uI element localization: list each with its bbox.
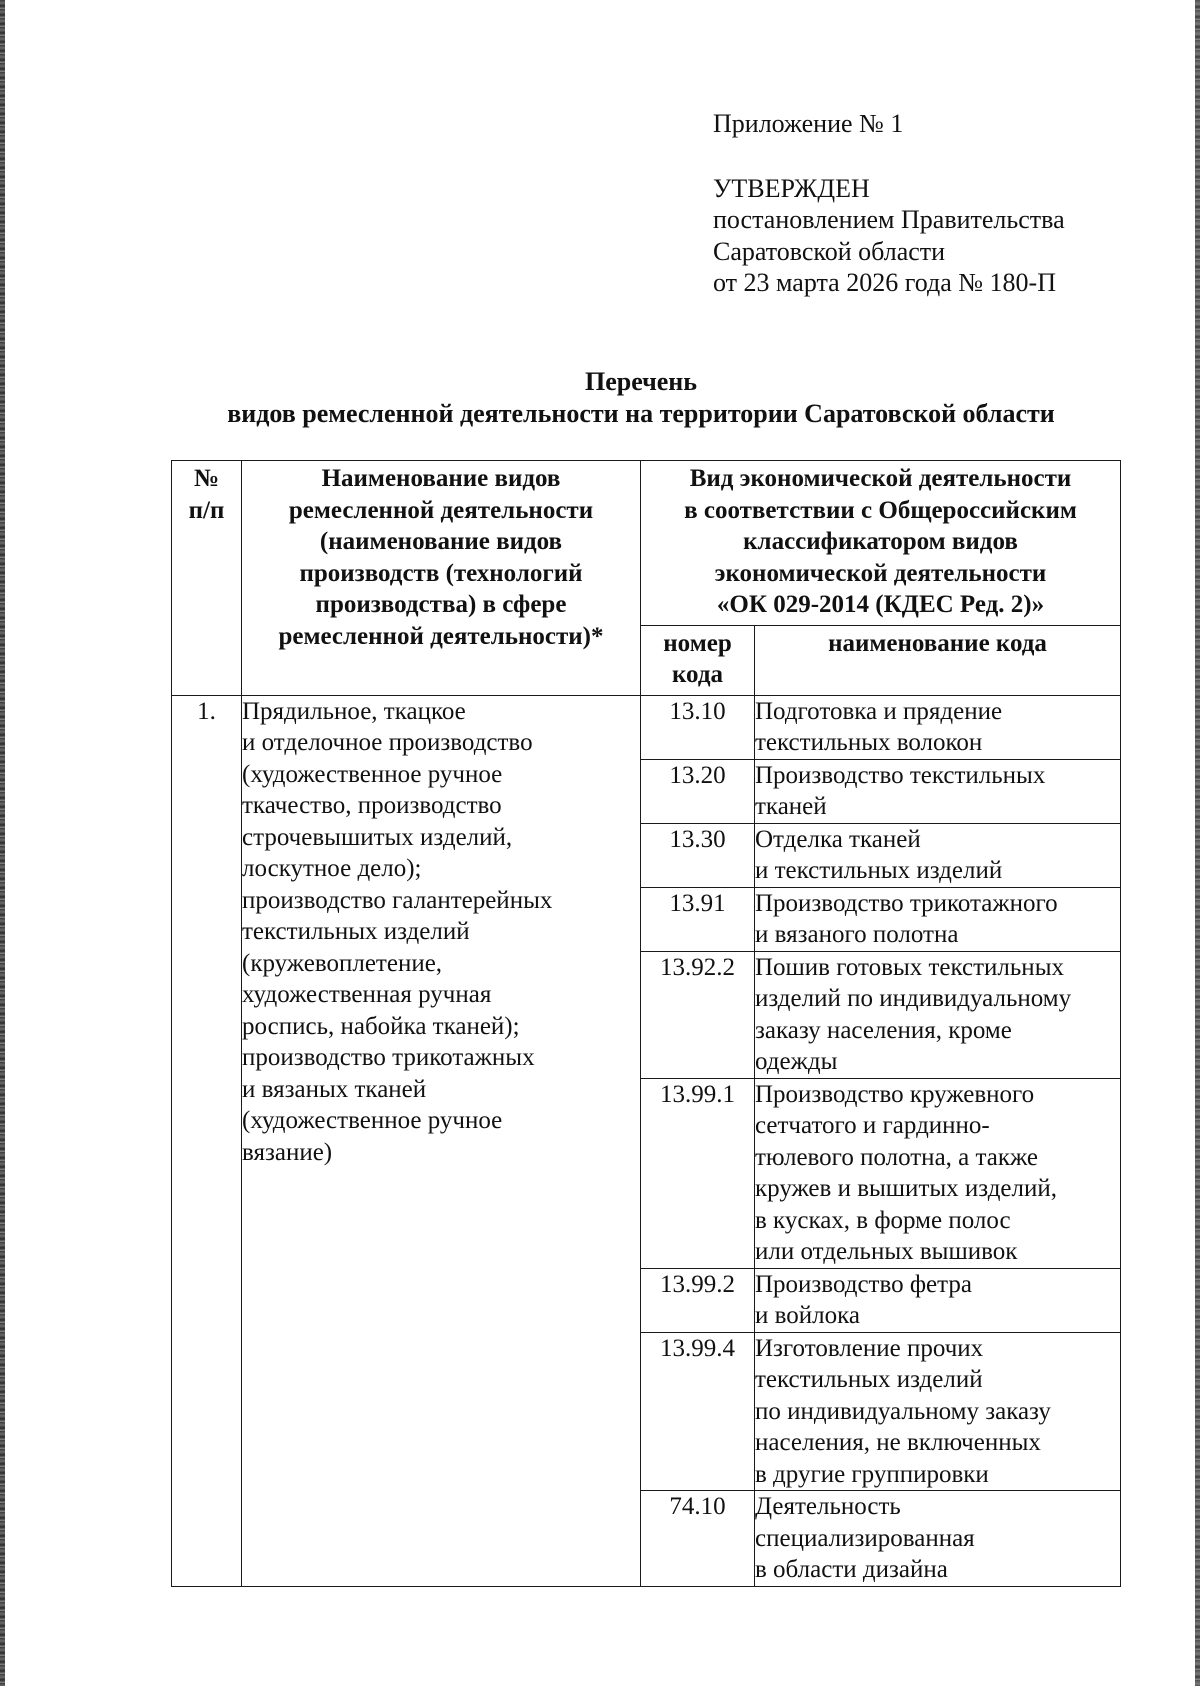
activity-line: (художественное ручное xyxy=(242,1107,503,1134)
code-name-line: Изготовление прочих xyxy=(755,1334,984,1362)
code-name-line: Отделка тканей xyxy=(755,825,921,853)
activity-line: производство галантерейных xyxy=(242,886,553,914)
header-activity-line: (наименование видов xyxy=(319,528,563,555)
code-name-line: и вязаного полотна xyxy=(755,921,959,948)
crafts-table xyxy=(171,460,1121,1587)
okved-code: 13.99.4 xyxy=(641,1332,755,1491)
header-activity-line: ремесленной деятельности xyxy=(288,496,594,524)
row-number: 1. xyxy=(172,695,242,1586)
header-number xyxy=(172,461,242,696)
issuer-line: от 23 марта 2026 года № 180-П xyxy=(713,268,1056,297)
header-okved-line: в соответствии с Общероссийским xyxy=(684,496,1077,524)
okved-code-name xyxy=(755,759,1121,823)
header-activity-line: производств (технологий xyxy=(299,559,583,587)
okved-code: 13.20 xyxy=(641,759,755,823)
scan-edge-left xyxy=(0,0,5,1686)
row-activity xyxy=(242,695,641,1586)
okved-code-name xyxy=(755,695,1121,759)
activity-line: Прядильное, ткацкое xyxy=(242,697,466,725)
activity-line: лоскутное дело); xyxy=(242,855,422,882)
code-name-line: Деятельность xyxy=(755,1493,901,1520)
code-name-line: текстильных волокон xyxy=(755,729,983,756)
header-code-line: кода xyxy=(671,661,723,688)
code-name-line: текстильных изделий xyxy=(755,1366,983,1393)
activity-line: роспись, набойка тканей); xyxy=(242,1012,520,1040)
code-name-line: одежды xyxy=(755,1048,838,1075)
code-name-line: в кусках, в форме полос xyxy=(755,1206,1011,1234)
header-activity-line: производства) в сфере xyxy=(315,591,567,618)
approved-label: УТВЕРЖДЕН xyxy=(713,173,870,203)
code-name-line: и текстильных изделий xyxy=(755,857,1003,884)
code-name-line: Производство трикотажного xyxy=(755,889,1058,917)
code-name-line: сетчатого и гардинно- xyxy=(755,1112,990,1139)
okved-code-name xyxy=(755,1332,1121,1491)
okved-code: 13.91 xyxy=(641,887,755,951)
activity-line: ткачество, производство xyxy=(242,792,502,819)
code-name-line: населения, не включенных xyxy=(755,1429,1041,1456)
okved-code-name xyxy=(755,1491,1121,1587)
document-title xyxy=(0,366,1200,430)
code-name-line: в другие группировки xyxy=(755,1460,989,1488)
code-name-line: Производство текстильных xyxy=(755,761,1046,789)
activity-line: и отделочное производство xyxy=(242,729,533,756)
issuer-line: постановлением Правительства xyxy=(713,205,1065,234)
header-number-line: № xyxy=(193,465,220,492)
appendix-label: Приложение № 1 xyxy=(713,109,904,138)
code-name-line: Пошив готовых текстильных xyxy=(755,953,1064,981)
activity-line: художественная ручная xyxy=(242,981,492,1008)
document-title-line: Перечень xyxy=(584,367,698,396)
header-activity-line: ремесленной деятельности)* xyxy=(278,622,604,650)
code-name-line: по индивидуальному заказу xyxy=(755,1397,1051,1425)
header-activity-line: Наименование видов xyxy=(321,465,561,492)
header-okved-line: Вид экономической деятельности xyxy=(689,465,1072,492)
header-okved-line: экономической деятельности xyxy=(714,559,1047,587)
code-name-line: кружев и вышитых изделий, xyxy=(755,1175,1058,1202)
code-name-line: Производство фетра xyxy=(755,1270,972,1298)
header-okved xyxy=(641,461,1121,626)
header-number-line: п/п xyxy=(188,496,225,524)
okved-code: 13.99.1 xyxy=(641,1078,755,1268)
activity-line: вязание) xyxy=(242,1138,333,1166)
code-name-line: Производство кружевного xyxy=(755,1080,1035,1108)
okved-code-name xyxy=(755,951,1121,1078)
scan-edge-right xyxy=(1195,0,1200,1686)
activity-line: и вязаных тканей xyxy=(242,1075,427,1103)
code-name-line: или отдельных вышивок xyxy=(755,1238,1018,1265)
okved-code-name xyxy=(755,1268,1121,1332)
activity-line: строчевышитых изделий, xyxy=(242,823,513,851)
okved-code: 13.10 xyxy=(641,695,755,759)
okved-code-name xyxy=(755,823,1121,887)
header-okved-line: классификатором видов xyxy=(743,528,1018,555)
code-name-line: заказу населения, кроме xyxy=(755,1016,1012,1044)
code-name-line: тюлевого полотна, а также xyxy=(755,1143,1039,1171)
approval-block xyxy=(713,108,1065,299)
header-code-line: номер xyxy=(663,629,732,657)
activity-line: производство трикотажных xyxy=(242,1044,535,1071)
code-name-line: в области дизайна xyxy=(755,1556,948,1583)
okved-code: 13.92.2 xyxy=(641,951,755,1078)
code-name-line: и войлока xyxy=(755,1302,860,1329)
document-subtitle-line: видов ремесленной деятельности на территории Саратовской области xyxy=(227,399,1055,428)
header-code-number xyxy=(641,625,755,695)
code-name-line: Подготовка и прядение xyxy=(755,697,1003,725)
okved-code: 13.30 xyxy=(641,823,755,887)
activity-line: (художественное ручное xyxy=(242,760,503,788)
activity-line: (кружевоплетение, xyxy=(242,949,443,977)
okved-code-name xyxy=(755,1078,1121,1268)
header-activity-name xyxy=(242,461,641,696)
okved-code: 74.10 xyxy=(641,1491,755,1587)
activity-line: текстильных изделий xyxy=(242,918,470,945)
issuer-line: Саратовской области xyxy=(713,236,946,266)
header-code-name: наименование кода xyxy=(755,625,1121,695)
code-name-line: изделий по индивидуальному xyxy=(755,985,1072,1012)
table-header-row xyxy=(172,461,1121,626)
okved-code: 13.99.2 xyxy=(641,1268,755,1332)
table-row xyxy=(172,695,1121,759)
okved-code-name xyxy=(755,887,1121,951)
code-name-line: специализированная xyxy=(755,1524,975,1552)
header-okved-line: «ОК 029-2014 (КДЕС Ред. 2)» xyxy=(716,591,1045,618)
code-name-line: тканей xyxy=(755,793,827,820)
